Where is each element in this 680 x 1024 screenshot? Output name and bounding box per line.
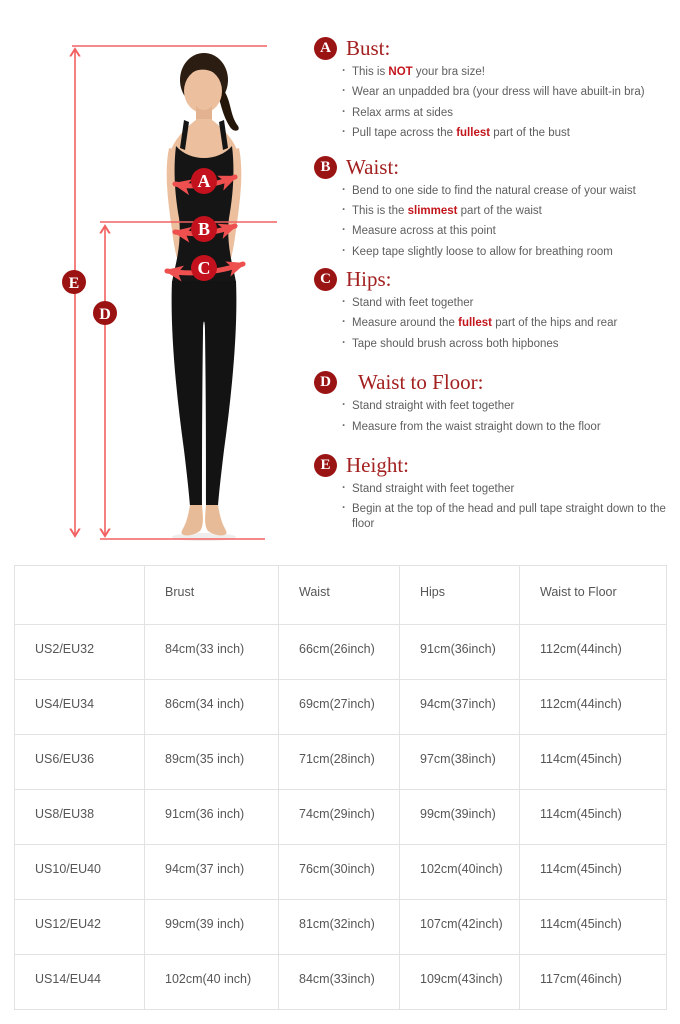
instruction-bullet [342, 184, 670, 198]
bullet-text: Pull tape across the [352, 127, 457, 140]
section-hips [314, 267, 670, 351]
section-height [314, 453, 670, 531]
cell-bust: 94cm(37 inch) [145, 845, 279, 900]
cell-bust: 86cm(34 inch) [145, 680, 279, 735]
bullet-highlight: slimmest [407, 204, 458, 217]
cell-hips: 94cm(37inch) [400, 680, 520, 735]
cell-bust: 99cm(39 inch) [145, 900, 279, 955]
instruction-bullet [342, 65, 670, 79]
cell-waist-to-floor: 114cm(45inch) [520, 900, 667, 955]
bullet-text: Bend to one side to find the natural crease of your waist [352, 184, 636, 197]
cell-bust: 89cm(35 inch) [145, 735, 279, 790]
bullet-text: Stand straight with feet together [352, 400, 515, 413]
section-heading [314, 155, 670, 180]
cell-hips: 109cm(43inch) [400, 955, 520, 1010]
cell-waist: 69cm(27inch) [279, 680, 400, 735]
cell-size: US6/EU36 [15, 735, 145, 790]
section-letter-badge: C [314, 268, 337, 291]
leggings [172, 281, 237, 506]
bullet-text: Stand with feet together [352, 297, 474, 309]
bullet-text: Measure across at this point [352, 225, 496, 238]
cell-size: US12/EU42 [15, 900, 145, 955]
section-bust [314, 36, 670, 141]
cell-waist-to-floor: 114cm(45inch) [520, 735, 667, 790]
cell-waist: 81cm(32inch) [279, 900, 400, 955]
instruction-bullet [342, 106, 670, 120]
bullet-list [342, 482, 670, 531]
waist-to-floor-marker-letter: D [99, 306, 111, 323]
cell-size: US8/EU38 [15, 790, 145, 845]
cell-bust: 102cm(40 inch) [145, 955, 279, 1010]
bullet-list [342, 296, 670, 351]
table-row [15, 735, 667, 790]
cell-waist: 66cm(26inch) [279, 625, 400, 680]
cell-waist: 84cm(33inch) [279, 955, 400, 1010]
bullet-text: Wear an unpadded bra (your dress will have abuilt-in bra) [352, 86, 645, 99]
waist-marker-letter: B [197, 219, 211, 239]
cell-hips: 102cm(40inch) [400, 845, 520, 900]
table-row [15, 845, 667, 900]
face [184, 69, 222, 113]
section-waist [314, 155, 670, 260]
table-row [15, 790, 667, 845]
instruction-bullet [342, 245, 670, 259]
bullet-text: Begin at the top of the head and pull tape straight down to the floor [352, 503, 666, 530]
cell-waist-to-floor: 112cm(44inch) [520, 680, 667, 735]
bullet-text: your bra size! [412, 66, 485, 78]
cell-hips: 97cm(38inch) [400, 735, 520, 790]
col-header-hips: Hips [400, 566, 520, 625]
bullet-text: This is the [352, 204, 408, 217]
measurement-instructions [314, 36, 670, 545]
table-row [15, 900, 667, 955]
instruction-bullet [342, 399, 670, 413]
table-header-row [15, 566, 667, 625]
section-title: Bust: [346, 36, 391, 60]
section-letter-badge: D [314, 371, 337, 394]
instruction-bullet [342, 204, 670, 218]
section-title: Height: [346, 452, 409, 477]
bullet-text: part of the hips and rear [492, 317, 618, 330]
bullet-text: Relax arms at sides [352, 106, 453, 119]
bust-marker-letter: A [197, 171, 211, 191]
bullet-highlight: fullest [456, 127, 491, 140]
section-heading [314, 267, 670, 292]
cell-waist-to-floor: 114cm(45inch) [520, 845, 667, 900]
section-title: Waist: [346, 154, 400, 179]
size-chart-table [14, 565, 667, 1010]
cell-waist: 76cm(30inch) [279, 845, 400, 900]
section-title: Waist to Floor: [358, 370, 484, 395]
cell-hips: 91cm(36inch) [400, 625, 520, 680]
section-letter-badge: A [314, 37, 337, 60]
cell-waist-to-floor: 117cm(46inch) [520, 955, 667, 1010]
section-heading [314, 370, 670, 395]
instruction-bullet [342, 224, 670, 238]
col-header-bust: Brust [145, 566, 279, 625]
hips-marker-letter: C [197, 258, 211, 278]
model-photo [167, 53, 242, 541]
col-header-waist: Waist [279, 566, 400, 625]
cell-size: US10/EU40 [15, 845, 145, 900]
instruction-bullet [342, 85, 670, 99]
instruction-bullet [342, 420, 670, 434]
right-foot [205, 505, 226, 535]
cell-waist: 74cm(29inch) [279, 790, 400, 845]
section-letter-badge: B [314, 156, 337, 179]
bullet-text: This is [352, 66, 389, 78]
col-header-waist-to-floor: Waist to Floor [520, 566, 667, 625]
bullet-text: Tape should brush across both hipbones [352, 337, 559, 350]
cell-bust: 91cm(36 inch) [145, 790, 279, 845]
table-row [15, 955, 667, 1010]
section-title: Hips: [346, 267, 392, 291]
bullet-list [342, 184, 670, 260]
height-marker-letter: E [68, 275, 80, 292]
left-foot [181, 505, 202, 535]
cell-waist-to-floor: 114cm(45inch) [520, 790, 667, 845]
bullet-text: part of the waist [457, 204, 542, 217]
bullet-list [342, 65, 670, 141]
cell-hips: 107cm(42inch) [400, 900, 520, 955]
section-letter-badge: E [314, 454, 337, 477]
cell-size: US4/EU34 [15, 680, 145, 735]
bullet-text: part of the bust [490, 127, 570, 140]
section-waist-to-floor [314, 370, 670, 434]
cell-hips: 99cm(39inch) [400, 790, 520, 845]
instruction-bullet [342, 126, 670, 140]
cell-waist-to-floor: 112cm(44inch) [520, 625, 667, 680]
cell-size: US2/EU32 [15, 625, 145, 680]
table-row [15, 680, 667, 735]
bullet-list [342, 399, 670, 434]
cell-size: US14/EU44 [15, 955, 145, 1010]
cell-waist: 71cm(28inch) [279, 735, 400, 790]
bullet-highlight: NOT [388, 66, 413, 78]
bullet-highlight: fullest [458, 317, 492, 330]
instruction-bullet [342, 337, 670, 351]
instruction-bullet [342, 482, 670, 496]
bullet-text: Measure around the [352, 317, 459, 330]
section-heading [314, 36, 670, 61]
bullet-text: Measure from the waist straight down to the floor [352, 420, 601, 433]
col-header-size [15, 566, 145, 625]
bullet-text: Stand straight with feet together [352, 482, 515, 495]
table-row [15, 625, 667, 680]
section-heading [314, 453, 670, 478]
instruction-bullet [342, 502, 670, 531]
instruction-bullet [342, 296, 670, 310]
cell-bust: 84cm(33 inch) [145, 625, 279, 680]
measurement-diagram [40, 30, 310, 560]
instruction-bullet [342, 316, 670, 330]
bullet-text: Keep tape slightly loose to allow for breathing room [352, 245, 613, 258]
